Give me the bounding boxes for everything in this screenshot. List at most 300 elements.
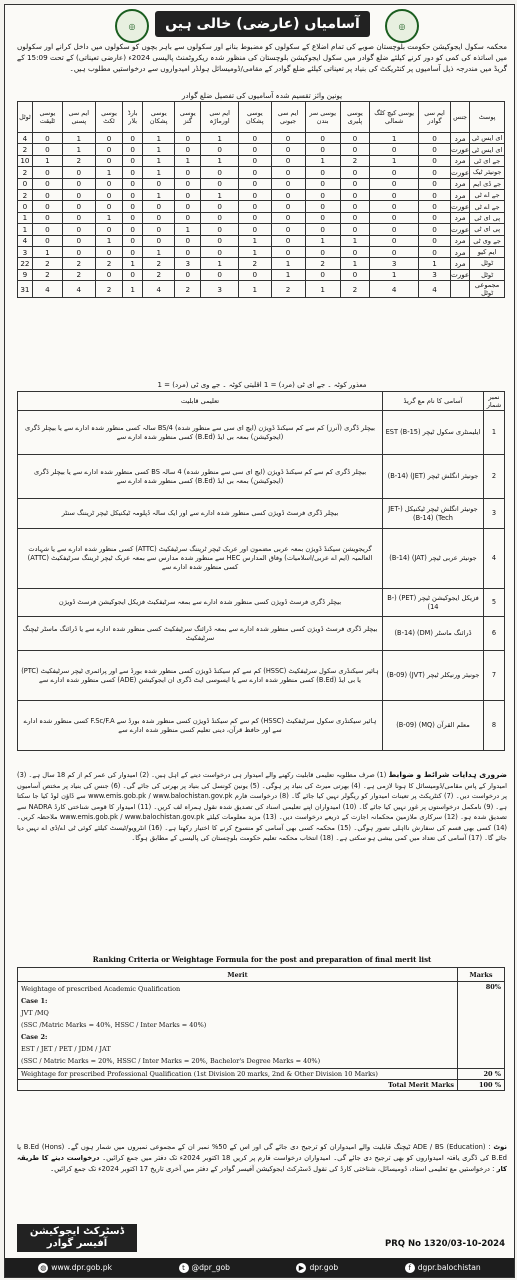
table-cell: 0 — [95, 189, 123, 200]
table-cell: 0 — [95, 178, 123, 189]
table-cell: 1 — [32, 155, 62, 166]
table-cell: 0 — [370, 201, 419, 212]
table-cell: 1 — [201, 189, 239, 200]
table-cell: 1 — [201, 258, 239, 269]
qual-post-cell: ڈرائنگ ماسٹر (DM) (B-14) — [383, 617, 484, 651]
table-cell: 0 — [271, 133, 305, 144]
table-cell: 0 — [239, 167, 271, 178]
table-cell: 1 — [63, 144, 96, 155]
table-cell: 0 — [271, 212, 305, 223]
table-cell: 1 — [370, 155, 419, 166]
table-cell: 0 — [370, 224, 419, 235]
table-cell: 0 — [175, 144, 201, 155]
table-cell: جے ای ٹی — [470, 155, 505, 166]
table-cell: 0 — [123, 235, 143, 246]
qual-qual-cell: بیچلر ڈگری فرسٹ ڈویژن کسی منظور شدہ ادارے سے بمعہ سرٹیفکیٹ فزیکل ایجوکیشن فرسٹ ڈویژن — [18, 589, 383, 617]
table-cell: 0 — [63, 201, 96, 212]
table-cell: 0 — [123, 144, 143, 155]
table-cell: 1 — [95, 167, 123, 178]
note-title: نوٹ — [493, 1143, 507, 1151]
table-cell: 0 — [239, 212, 271, 223]
note-section: نوٹ : ADE / BS (Education) ٹیچنگ قابلیت والے امیدواران کو ترجیح دی جائے گی اور اس کے 50% نمبر ان کے مجموعی نمبروں میں شمار ہوں گے۔ B.Ed (Hons) یا B.Ed کی ڈگری یافتہ امیدواروں کو بھی ترجیح دی جائے گی۔ امیدواران درخواست فارم پر کریں 18 اکتوبر 2024ء تک دفتر میں جمع کرائیں۔ درخواست دینے کا طریقہ کار : درخواستیں مع تعلیمی اسناد، ڈومیسائل، شناختی کارڈ کی نقول ڈسٹرکٹ ایجوکیشن آفیسر گوادر کے دفتر میں آخری تاریخ 17 اکتوبر 2024ء تک جمع کرائیں۔ — [17, 1143, 507, 1173]
table-cell: 1 — [271, 258, 305, 269]
footer-facebook-text: dgpr.balochistan — [417, 1262, 481, 1272]
table-cell: 0 — [419, 133, 451, 144]
table-cell: 0 — [305, 189, 340, 200]
table-cell: 0 — [123, 246, 143, 257]
vacancy-header-11: بارڈ بلار — [123, 102, 143, 133]
table-cell: 0 — [143, 235, 175, 246]
qual-header-post: آسامی کا نام مع گریڈ — [383, 392, 484, 411]
vacancy-header-1: جنس — [450, 102, 469, 133]
ranking-total-label: Total Merit Marks — [18, 1080, 458, 1091]
table-cell: 1 — [340, 258, 370, 269]
ranking-case2-formula: (SSC / Matric Marks = 20%, HSSC / Inter Marks = 20%, Bachelor's Degree Marks = 40%) — [21, 1057, 321, 1065]
table-cell: 0 — [123, 167, 143, 178]
ranking-case1-posts: JVT /MQ — [21, 1009, 49, 1017]
table-cell: 0 — [419, 201, 451, 212]
qual-num-cell: 8 — [484, 701, 505, 751]
footer-twitter[interactable] — [179, 1263, 230, 1273]
government-logo-icon: ◎ — [385, 9, 419, 43]
table-cell: 0 — [239, 178, 271, 189]
table-cell: 2 — [63, 258, 96, 269]
table-cell: 0 — [419, 235, 451, 246]
table-cell: 0 — [32, 189, 62, 200]
table-cell: 0 — [239, 201, 271, 212]
table-cell: 0 — [305, 224, 340, 235]
ranking-col-marks: Marks — [458, 968, 505, 982]
table-cell: 0 — [175, 246, 201, 257]
table-cell: پی ای ٹی — [470, 224, 505, 235]
table-cell: 4 — [143, 281, 175, 298]
table-cell: 0 — [63, 246, 96, 257]
ranking-case1-formula: (SSC /Matric Marks = 40%, HSSC / Inter Marks = 40%) — [21, 1021, 207, 1029]
balochistan-emblem-icon: ◎ — [115, 9, 149, 43]
table-cell: 0 — [340, 269, 370, 280]
table-cell: 1 — [95, 212, 123, 223]
table-cell: 0 — [175, 201, 201, 212]
table-cell: 2 — [340, 155, 370, 166]
table-cell: 0 — [123, 269, 143, 280]
table-cell: 0 — [201, 269, 239, 280]
table-cell: 1 — [32, 246, 62, 257]
table-cell: 0 — [271, 246, 305, 257]
qual-num-cell: 1 — [484, 411, 505, 455]
table-cell: 1 — [123, 258, 143, 269]
rules-text: (1) صرف مطلوبہ تعلیمی قابلیت رکھنے والے امیدوار ہی درخواست دینے کے اہل ہیں۔ (2) امیدوار کی عمر کم از کم 18 سال ہے۔ (3) امیدوار کے پاس مقامی/ڈومیسائل کا ہونا لازمی ہے۔ (4) بھرتی میرٹ کی بنیاد پر ہوگی۔ (5) یونین کونسل کی بنیاد پر بھرتی کی جائے گی۔ (6) جنس کی بنیاد پر مختص آسامیوں پر درخواست دیں۔ (7) کنٹریکٹ پر تعینات امیدوار کو ریگولر نہیں کیا جائے گا۔ (8) درخواست فارم www.emis.gob.pk / www.balochistan.gov.pk سے ڈاؤن لوڈ کیا جا سکتا ہے۔ (9) نامکمل درخواستوں پر غور نہیں کیا جائے گا۔ (10) امیدواران اپنے تعلیمی اسناد کی تصدیق شدہ نقول ہمراہ لف کریں۔ (11) امیدوار کا قومی شناختی کارڈ NADRA سے تصدیق شدہ ہو۔ (12) سرکاری ملازمین محکمانہ اجازت کے ذریعے درخواست دیں۔ (13) مزید معلومات کیلئے www.emis.gob.pk / www.balochistan.gov.pk ملاحظہ کریں۔ (14) کسی بھی قسم کی سفارش نااہلی تصور ہوگی۔ (15) محکمہ کسی بھی آسامی کو منسوخ کرنے کا اختیار رکھتا ہے۔ (16) انٹرویو/ٹیسٹ کیلئے کوئی ٹی اے/ڈی اے نہیں دیا جائے گا۔ (17) آسامی کی تعداد میں کمی بیشی ہو سکتی ہے۔ (18) انتخاب محکمہ تعلیم حکومت بلوچستان کی پالیسی کے مطابق ہوگا۔ — [17, 771, 508, 842]
signature-line2: آفیسر گوادر — [46, 1238, 108, 1249]
footer-web[interactable] — [38, 1263, 112, 1273]
table-cell: 0 — [95, 133, 123, 144]
table-cell: 2 — [32, 258, 62, 269]
table-cell: 0 — [201, 224, 239, 235]
table-cell: 0 — [239, 155, 271, 166]
table-cell: 0 — [370, 144, 419, 155]
ranking-case2-posts: EST / JET / PET / JDM / JAT — [21, 1045, 111, 1053]
table-cell: 0 — [340, 144, 370, 155]
qual-post-cell: جونیئر انگلش ٹیچر (JET) (B-14) — [383, 455, 484, 499]
table-cell: 1 — [18, 212, 33, 223]
ranking-title: Ranking Criteria or Weightage Formula for the post and preparation of final merit list — [92, 955, 432, 964]
table-cell: 9 — [18, 269, 33, 280]
table-cell: 2 — [18, 167, 33, 178]
table-cell: 1 — [63, 133, 96, 144]
ranking-total-marks: 100 % — [458, 1080, 505, 1091]
advertisement-page — [4, 4, 515, 1278]
table-cell: 0 — [175, 167, 201, 178]
table-cell: 0 — [201, 178, 239, 189]
table-cell: 0 — [419, 144, 451, 155]
vacancy-header-9: یوسی گنز — [175, 102, 201, 133]
table-cell: 0 — [32, 167, 62, 178]
table-cell: 4 — [419, 281, 451, 298]
signature-block — [17, 1224, 137, 1252]
table-cell: 0 — [305, 178, 340, 189]
table-cell: 1 — [95, 235, 123, 246]
table-cell: 1 — [201, 133, 239, 144]
table-cell: 0 — [419, 178, 451, 189]
table-cell: مرد — [450, 235, 469, 246]
qual-post-cell: ایلیمنٹری سکول ٹیچر EST (B-15) — [383, 411, 484, 455]
table-cell: 0 — [419, 189, 451, 200]
table-cell: 0 — [175, 235, 201, 246]
table-cell: 2 — [18, 144, 33, 155]
table-cell: 0 — [201, 235, 239, 246]
table-cell: 0 — [32, 235, 62, 246]
table-cell: 1 — [201, 155, 239, 166]
table-cell: 2 — [18, 189, 33, 200]
table-cell: 0 — [201, 246, 239, 257]
table-row — [18, 281, 505, 298]
vacancy-header-14: یوسی ٹلیقت — [32, 102, 62, 133]
ranking-academic-label: Weightage of prescribed Academic Qualification — [21, 985, 181, 993]
table-cell: 2 — [175, 281, 201, 298]
table-row — [18, 246, 505, 257]
table-cell: 0 — [370, 189, 419, 200]
table-cell: 0 — [305, 133, 340, 144]
table-cell: ٹوٹل — [470, 258, 505, 269]
table-cell: 0 — [175, 178, 201, 189]
table-row — [18, 455, 505, 499]
table-cell: ای ایس ٹی — [470, 133, 505, 144]
table-cell: 0 — [123, 201, 143, 212]
table-cell: 1 — [18, 224, 33, 235]
table-cell: 0 — [175, 269, 201, 280]
table-row — [18, 269, 505, 280]
ranking-case2-label: Case 2: — [21, 1033, 48, 1041]
how-to-apply-text: درخواستیں مع تعلیمی اسناد، ڈومیسائل، شناختی کارڈ کی نقول ڈسٹرکٹ ایجوکیشن آفیسر گوادر کے دفتر میں آخری تاریخ 17 اکتوبر 2024ء تک جمع کرائیں۔ — [50, 1165, 490, 1173]
qual-num-cell: 3 — [484, 499, 505, 529]
globe-icon: ◍ — [40, 1263, 47, 1272]
table-cell: 2 — [271, 281, 305, 298]
table-cell: 1 — [271, 269, 305, 280]
table-cell: عورت — [450, 202, 470, 212]
table-cell: 0 — [32, 133, 62, 144]
table-cell: 0 — [95, 155, 123, 166]
vacancy-table — [17, 101, 505, 298]
table-cell: 2 — [95, 258, 123, 269]
table-cell: 0 — [419, 155, 451, 166]
table-cell: 1 — [143, 133, 175, 144]
table-cell: 0 — [123, 224, 143, 235]
qual-qual-cell: بیچلر ڈگری فرسٹ ڈویژن کسی منظور شدہ ادارے سے بمعہ ڈرائنگ سرٹیفکیٹ کسی منظور شدہ ادارے سے یا ڈرائنگ ماسٹر ٹیچنگ سرٹیفکیٹ — [18, 617, 383, 651]
vacancy-header-0: پوسٹ — [470, 102, 505, 133]
page-title: آسامیاں (عارضی) خالی ہیں — [155, 11, 370, 37]
table-cell: 0 — [95, 224, 123, 235]
qual-post-cell: فزیکل ایجوکیشن ٹیچر (PET) (B-14) — [383, 589, 484, 617]
table-cell: 2 — [63, 155, 96, 166]
note-text: ADE / BS (Education) ٹیچنگ قابلیت والے امیدواران کو ترجیح دی جائے گی اور اس کے 50% نمبر ان کے مجموعی نمبروں میں شمار ہوں گے۔ B.Ed (Hons) یا B.Ed کی ڈگری یافتہ امیدواروں کو بھی ترجیح دی جائے گی۔ امیدواران درخواست فارم پر کریں 18 اکتوبر 2024ء تک دفتر میں جمع کرائیں۔ — [17, 1143, 507, 1162]
table-cell: 0 — [32, 212, 62, 223]
table-cell: 0 — [143, 212, 175, 223]
table-row — [18, 133, 505, 144]
table-cell: مرد — [450, 133, 469, 144]
table-row — [18, 589, 505, 617]
table-cell: 1 — [370, 133, 419, 144]
rules-section — [17, 770, 507, 844]
qual-num-cell: 5 — [484, 589, 505, 617]
qual-post-cell: جونیئر عربی ٹیچر (JAT) (B-14) — [383, 529, 484, 589]
table-cell: 22 — [18, 258, 33, 269]
table-cell: 1 — [143, 246, 175, 257]
footer-facebook[interactable] — [405, 1263, 481, 1273]
ranking-professional-marks: 20 % — [458, 1069, 505, 1080]
table-cell: 0 — [419, 167, 451, 178]
table-row — [18, 167, 505, 178]
footer-youtube-text: dpr.gob — [309, 1262, 339, 1272]
table-cell: 0 — [18, 178, 33, 189]
table-row — [18, 155, 505, 166]
qual-qual-cell: بیچلر ڈگری کم سے کم سیکنڈ ڈویژن (ایچ ای سی سے منظور شدہ) 4 سالہ BS کسی منظور شدہ ادارے سے یا بیچلر ڈگری (ایجوکیشن) بمعہ بی ایڈ (B.Ed) کسی منظور شدہ ادارے سے — [18, 455, 383, 499]
table-row — [18, 651, 505, 701]
table-cell: 0 — [201, 144, 239, 155]
table-cell: 0 — [32, 178, 62, 189]
vacancy-header-10: یوسی پشکان — [143, 102, 175, 133]
table-cell: 0 — [175, 133, 201, 144]
table-cell: 0 — [305, 144, 340, 155]
vacancy-header-7: یوسی پشکان — [239, 102, 271, 133]
table-cell: مرد — [450, 155, 469, 166]
table-cell: 3 — [370, 258, 419, 269]
table-cell: 0 — [239, 133, 271, 144]
table-cell: 0 — [340, 201, 370, 212]
table-cell: 0 — [175, 189, 201, 200]
table-cell: 0 — [271, 155, 305, 166]
table-cell: 2 — [32, 269, 62, 280]
qual-qual-cell: گریجویشن سیکنڈ ڈویژن بمعہ عربی مضمون اور عربک ٹیچر ٹریننگ سرٹیفکیٹ (ATTC) کسی منظور شدہ ادارے سے یا شہادت العالمیہ (ایم اے عربی/اسلامیات) وفاق المدارس HEC سے منظور شدہ مدارس سے بمعہ عربک ٹیچر ٹریننگ سرٹیفکیٹ (ATTC) کسی منظور شدہ ادارے سے — [18, 529, 383, 589]
vacancy-header-15: ٹوٹل — [18, 102, 33, 133]
prq-number: PRQ No 1320/03-10-2024 — [385, 1239, 506, 1249]
qual-qual-cell: بیچلر ڈگری فرسٹ ڈویژن کسی منظور شدہ ادارے سے اور ایک سالہ ڈپلومہ ٹیکنیکل ٹیچر ٹریننگ سنٹر — [18, 499, 383, 529]
table-cell: 0 — [63, 212, 96, 223]
table-cell: 2 — [63, 269, 96, 280]
table-cell: 0 — [123, 155, 143, 166]
table-cell: مرد — [450, 246, 469, 257]
vacancy-header-4: یوسی پلیری — [340, 102, 370, 133]
table-cell: 0 — [143, 201, 175, 212]
vacancy-header-3: یوسی کیچ کلگ شمالی — [370, 102, 419, 133]
table-cell: 1 — [143, 189, 175, 200]
table-cell: عورت — [450, 145, 470, 155]
vacancy-header-13: ایم سی پسنی — [63, 102, 96, 133]
ranking-academic-cell — [18, 982, 458, 1069]
table-cell: مرد — [450, 178, 469, 189]
table-cell: 0 — [305, 269, 340, 280]
table-row — [18, 411, 505, 455]
table-row — [18, 258, 505, 269]
table-cell: 4 — [32, 281, 62, 298]
table-cell: 0 — [95, 201, 123, 212]
facebook-icon: f — [405, 1263, 415, 1273]
footer-twitter-text: @dpr_gob — [191, 1262, 230, 1272]
vacancy-header-6: ایم سی جیونی — [271, 102, 305, 133]
table-cell: 0 — [239, 269, 271, 280]
qual-num-cell: 7 — [484, 651, 505, 701]
table-cell: 0 — [271, 224, 305, 235]
vacancy-header-8: ایم سی اورماڑہ — [201, 102, 239, 133]
table-cell: 0 — [143, 178, 175, 189]
footer-youtube[interactable] — [296, 1263, 338, 1273]
table-cell: 0 — [201, 212, 239, 223]
table-cell: مجموعی ٹوٹل — [470, 281, 505, 298]
table-cell: 0 — [123, 212, 143, 223]
table-cell: 1 — [370, 269, 419, 280]
table-row — [18, 201, 505, 212]
table-cell: 0 — [340, 133, 370, 144]
table-cell: جے اے ٹی — [470, 201, 505, 212]
table-row — [18, 499, 505, 529]
table-cell: 0 — [340, 167, 370, 178]
intro-paragraph: محکمہ سکول ایجوکیشن حکومت بلوچستان صوبے کی تمام اضلاع کے سکولوں کو مضبوط بنانے اور سکولوں سے باہر بچوں کو سکولوں میں داخل کرانے اور سکولوں میں اساتذہ کی کمی کو دور کرنے کیلئے ضلع گوادر میں سکول ایجوکیشن بلوچستان کی منظور شدہ ریکروٹمنٹ پالیسی 2024ء (عارضی تعیناتی) کے تحت 15:09 کے گریڈ میں مندرجہ ذیل آسامیوں پر کنٹریکٹ کی بنیاد پر تعیناتی کیلئے ضلع گوادر کے مقامی/ڈومیسائل ہولڈر امیدواروں سے درخواستیں مطلوب ہیں۔ — [17, 42, 508, 73]
signature-line1: ڈسٹرکٹ ایجوکیشن — [29, 1226, 125, 1237]
table-cell: 0 — [95, 144, 123, 155]
table-cell: 0 — [340, 212, 370, 223]
table-cell: 0 — [32, 224, 62, 235]
table-cell: 1 — [123, 281, 143, 298]
table-cell: 4 — [18, 235, 33, 246]
table-cell: 3 — [175, 258, 201, 269]
table-cell: 1 — [143, 144, 175, 155]
qual-post-cell: جونیئر انگلش ٹیچر ٹیکنیکل (JET-Tech) (B-14) — [383, 499, 484, 529]
table-cell: 0 — [271, 235, 305, 246]
table-cell: جے ڈی ایم — [470, 178, 505, 189]
footer-web-text: www.dpr.gob.pk — [51, 1262, 112, 1272]
table-cell: 0 — [63, 235, 96, 246]
table-cell: 0 — [419, 212, 451, 223]
table-cell: 0 — [95, 269, 123, 280]
table-row — [18, 224, 505, 235]
table-row — [18, 189, 505, 200]
table-cell: 1 — [175, 224, 201, 235]
qual-post-cell: معلم القرآن (MQ) (B-09) — [383, 701, 484, 751]
table-cell: 0 — [95, 246, 123, 257]
ranking-col-merit: Merit — [18, 968, 458, 982]
table-cell: 0 — [63, 167, 96, 178]
table-cell: عورت — [450, 224, 470, 234]
table-cell: 1 — [239, 281, 271, 298]
table-cell: 0 — [271, 167, 305, 178]
twitter-icon: t — [179, 1263, 189, 1273]
ranking-case1-label: Case 1: — [21, 997, 48, 1005]
table-cell: 2 — [239, 258, 271, 269]
table-cell: 0 — [340, 246, 370, 257]
table-cell: 10 — [18, 155, 33, 166]
table-cell: 2 — [95, 281, 123, 298]
table-row — [18, 617, 505, 651]
table-cell: 1 — [305, 155, 340, 166]
district-line: یونین وائز تقسیم شدہ آسامیوں کی تفصیل ضلع گوادر — [181, 91, 343, 100]
table-cell: 0 — [63, 224, 96, 235]
table-cell: 0 — [271, 189, 305, 200]
table-cell: 2 — [340, 281, 370, 298]
table-cell: 1 — [340, 235, 370, 246]
table-cell: 1 — [305, 235, 340, 246]
table-row — [18, 212, 505, 223]
table-cell: ٹوٹل — [470, 269, 505, 280]
ranking-academic-marks: 80% — [458, 982, 505, 1069]
table-cell: جے اے ٹی — [470, 189, 505, 200]
vacancy-header-12: یوسی ٹکٹ — [95, 102, 123, 133]
qual-qual-cell: ہائیر سیکنڈری سکول سرٹیفکیٹ (HSSC) کم سے کم سیکنڈ ڈویژن کسی منظور شدہ بورڈ سے اور پرائمری ٹیچر سرٹیفکیٹ (PTC) یا بی ایڈ (B.Ed) کسی منظور شدہ ادارے سے یا ایسوسی ایٹ ڈگری ان ایجوکیشن (ADE) کسی منظور شدہ ادارے سے — [18, 651, 383, 701]
table-cell: 0 — [340, 189, 370, 200]
table-cell: 4 — [370, 281, 419, 298]
table-cell: 0 — [305, 167, 340, 178]
table-cell: 0 — [63, 178, 96, 189]
table-cell: ای ایس ٹی — [470, 144, 505, 155]
table-cell: عورت — [450, 270, 470, 280]
table-cell: 0 — [370, 167, 419, 178]
table-cell: 0 — [32, 144, 62, 155]
table-cell: 0 — [18, 201, 33, 212]
qual-header-num: نمبر شمار — [484, 392, 505, 411]
table-cell: 0 — [305, 212, 340, 223]
table-cell: 1 — [143, 155, 175, 166]
ranking-table — [17, 967, 505, 1091]
table-cell: 4 — [63, 281, 96, 298]
table-cell: 0 — [305, 246, 340, 257]
table-row — [18, 144, 505, 155]
table-cell: 0 — [271, 144, 305, 155]
table-cell: 0 — [175, 212, 201, 223]
table-cell: جونیئر ٹیک — [470, 167, 505, 178]
rules-title: ضروری ہدایات شرائط و ضوابط — [388, 770, 507, 779]
vacancy-header-2: ایم سی گوادر — [419, 102, 451, 133]
quota-note: معذور کوٹہ ۔ جے ای ٹی (مرد) = 1 اقلیتی کوٹہ ۔ جے وی ٹی (مرد) = 1 — [157, 381, 367, 389]
qualification-table — [17, 391, 505, 751]
table-cell: 0 — [201, 201, 239, 212]
qual-post-cell: جونیئر ورنیکلر ٹیچر (JVT) (B-09) — [383, 651, 484, 701]
qual-num-cell: 6 — [484, 617, 505, 651]
table-cell: 1 — [305, 281, 340, 298]
table-cell: 0 — [271, 178, 305, 189]
table-cell: 0 — [239, 189, 271, 200]
table-cell: 2 — [305, 258, 340, 269]
table-cell: 0 — [201, 167, 239, 178]
table-cell: 0 — [239, 224, 271, 235]
table-cell: 3 — [419, 269, 451, 280]
table-cell: 2 — [143, 269, 175, 280]
qual-header-qualification: تعلیمی قابلیت — [18, 392, 383, 411]
table-cell: 1 — [239, 246, 271, 257]
table-cell: مرد — [450, 258, 469, 269]
table-cell — [450, 281, 469, 298]
qual-num-cell: 4 — [484, 529, 505, 589]
table-cell: 0 — [239, 144, 271, 155]
qual-num-cell: 2 — [484, 455, 505, 499]
table-cell: 1 — [419, 258, 451, 269]
table-cell: ایم کیو — [470, 246, 505, 257]
